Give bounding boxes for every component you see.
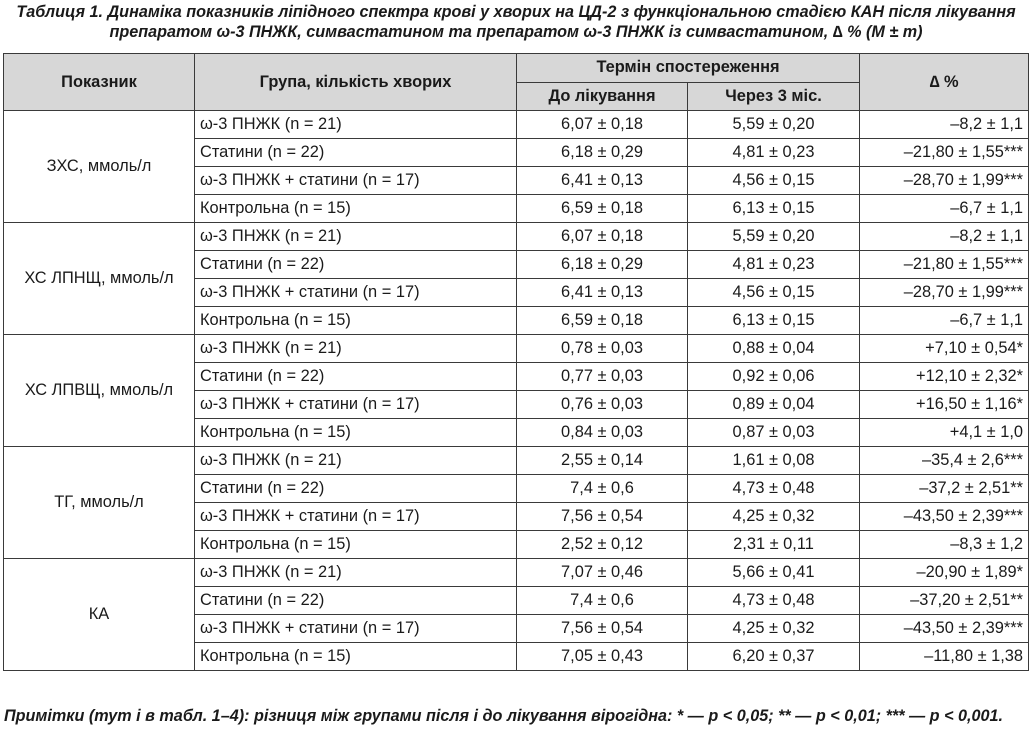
before-cell: 6,07 ± 0,18 [517,111,688,139]
before-cell: 6,07 ± 0,18 [517,223,688,251]
header-delta: ∆ % [860,54,1029,111]
after-cell: 4,73 ± 0,48 [688,587,860,615]
after-cell: 4,56 ± 0,15 [688,167,860,195]
delta-cell: –28,70 ± 1,99*** [860,167,1029,195]
before-cell: 6,41 ± 0,13 [517,167,688,195]
delta-cell: –20,90 ± 1,89* [860,559,1029,587]
group-cell: ω-3 ПНЖК (n = 21) [195,111,517,139]
delta-cell: –37,2 ± 2,51** [860,475,1029,503]
group-cell: Контрольна (n = 15) [195,195,517,223]
delta-cell: –8,2 ± 1,1 [860,111,1029,139]
group-cell: Статини (n = 22) [195,475,517,503]
delta-cell: +7,10 ± 0,54* [860,335,1029,363]
after-cell: 5,59 ± 0,20 [688,111,860,139]
group-cell: ω-3 ПНЖК + статини (n = 17) [195,167,517,195]
table-row [4,223,1029,251]
header-period: Термін спостереження [517,54,860,83]
group-cell: Контрольна (n = 15) [195,531,517,559]
indicator-cell: ХС ЛПВЩ, ммоль/л [4,335,195,447]
table-row [4,111,1029,139]
after-cell: 0,87 ± 0,03 [688,419,860,447]
delta-cell: –6,7 ± 1,1 [860,307,1029,335]
after-cell: 1,61 ± 0,08 [688,447,860,475]
after-cell: 4,25 ± 0,32 [688,503,860,531]
table-caption: Таблиця 1. Динаміка показників ліпідного спектра крові у хворих на ЦД-2 з функціональною стадією КАН після лікування препаратом ω-3 ПНЖК, симвастатином та препаратом ω-3 ПНЖК із симвастатином, ∆ % (M ± m) [16,3,1016,41]
after-cell: 0,92 ± 0,06 [688,363,860,391]
before-cell: 2,55 ± 0,14 [517,447,688,475]
before-cell: 0,84 ± 0,03 [517,419,688,447]
group-cell: Статини (n = 22) [195,587,517,615]
after-cell: 5,66 ± 0,41 [688,559,860,587]
delta-cell: –28,70 ± 1,99*** [860,279,1029,307]
group-cell: ω-3 ПНЖК (n = 21) [195,335,517,363]
group-cell: Статини (n = 22) [195,139,517,167]
delta-cell: –37,20 ± 2,51** [860,587,1029,615]
header-after: Через 3 міс. [688,82,860,111]
before-cell: 7,56 ± 0,54 [517,503,688,531]
before-cell: 6,41 ± 0,13 [517,279,688,307]
delta-cell: +16,50 ± 1,16* [860,391,1029,419]
delta-cell: –43,50 ± 2,39*** [860,503,1029,531]
delta-cell: –6,7 ± 1,1 [860,195,1029,223]
before-cell: 7,07 ± 0,46 [517,559,688,587]
before-cell: 6,59 ± 0,18 [517,195,688,223]
header-row-top [4,54,1029,83]
table-body [4,111,1029,671]
table-note: Примітки (тут і в табл. 1–4): різниця між групами після і до лікування вірогідна: * — p < 0,05; ** — p < 0,01; *** — p < 0,001. [4,707,1004,725]
group-cell: Контрольна (n = 15) [195,643,517,671]
after-cell: 0,88 ± 0,04 [688,335,860,363]
group-cell: ω-3 ПНЖК (n = 21) [195,559,517,587]
delta-cell: –21,80 ± 1,55*** [860,139,1029,167]
header-group: Група, кількість хворих [195,54,517,111]
header-before: До лікування [517,82,688,111]
delta-cell: –8,3 ± 1,2 [860,531,1029,559]
group-cell: Контрольна (n = 15) [195,419,517,447]
before-cell: 0,76 ± 0,03 [517,391,688,419]
after-cell: 5,59 ± 0,20 [688,223,860,251]
delta-cell: –35,4 ± 2,6*** [860,447,1029,475]
after-cell: 2,31 ± 0,11 [688,531,860,559]
before-cell: 7,4 ± 0,6 [517,587,688,615]
group-cell: Контрольна (n = 15) [195,307,517,335]
before-cell: 6,18 ± 0,29 [517,139,688,167]
after-cell: 0,89 ± 0,04 [688,391,860,419]
before-cell: 2,52 ± 0,12 [517,531,688,559]
after-cell: 4,81 ± 0,23 [688,139,860,167]
table-row [4,447,1029,475]
delta-cell: –21,80 ± 1,55*** [860,251,1029,279]
indicator-cell: ЗХС, ммоль/л [4,111,195,223]
group-cell: ω-3 ПНЖК + статини (n = 17) [195,615,517,643]
before-cell: 6,18 ± 0,29 [517,251,688,279]
table-row [4,559,1029,587]
before-cell: 0,77 ± 0,03 [517,363,688,391]
after-cell: 4,81 ± 0,23 [688,251,860,279]
group-cell: Статини (n = 22) [195,251,517,279]
delta-cell: –43,50 ± 2,39*** [860,615,1029,643]
before-cell: 6,59 ± 0,18 [517,307,688,335]
group-cell: Статини (n = 22) [195,363,517,391]
after-cell: 6,20 ± 0,37 [688,643,860,671]
before-cell: 7,56 ± 0,54 [517,615,688,643]
after-cell: 6,13 ± 0,15 [688,307,860,335]
after-cell: 4,73 ± 0,48 [688,475,860,503]
lipid-spectrum-table [3,53,1029,671]
group-cell: ω-3 ПНЖК + статини (n = 17) [195,279,517,307]
group-cell: ω-3 ПНЖК (n = 21) [195,223,517,251]
table-row [4,335,1029,363]
before-cell: 7,4 ± 0,6 [517,475,688,503]
before-cell: 7,05 ± 0,43 [517,643,688,671]
delta-cell: –8,2 ± 1,1 [860,223,1029,251]
indicator-cell: ТГ, ммоль/л [4,447,195,559]
header-indicator: Показник [4,54,195,111]
delta-cell: +12,10 ± 2,32* [860,363,1029,391]
after-cell: 6,13 ± 0,15 [688,195,860,223]
group-cell: ω-3 ПНЖК + статини (n = 17) [195,391,517,419]
delta-cell: –11,80 ± 1,38 [860,643,1029,671]
table-header [4,54,1029,111]
before-cell: 0,78 ± 0,03 [517,335,688,363]
after-cell: 4,56 ± 0,15 [688,279,860,307]
indicator-cell: ХС ЛПНЩ, ммоль/л [4,223,195,335]
group-cell: ω-3 ПНЖК (n = 21) [195,447,517,475]
delta-cell: +4,1 ± 1,0 [860,419,1029,447]
indicator-cell: КА [4,559,195,671]
group-cell: ω-3 ПНЖК + статини (n = 17) [195,503,517,531]
after-cell: 4,25 ± 0,32 [688,615,860,643]
